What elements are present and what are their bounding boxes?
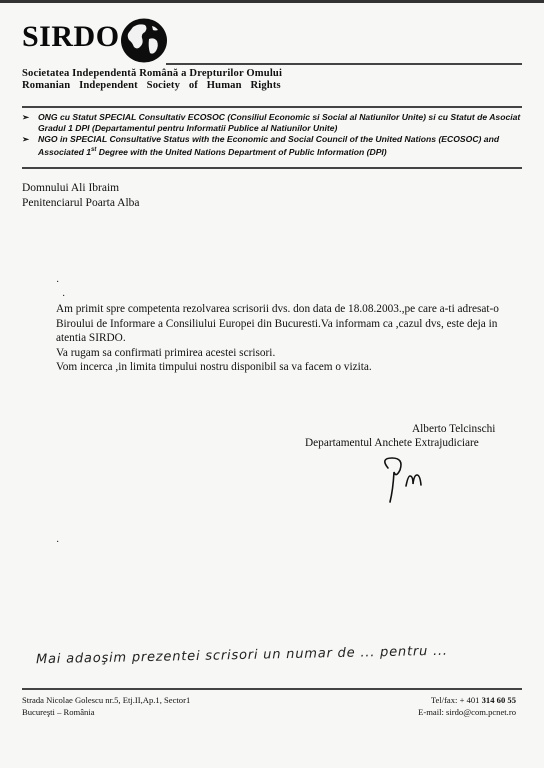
divider-status — [22, 167, 522, 169]
status-text-en-b: Degree with the United Nations Department of Public Information (DPI) — [96, 146, 387, 157]
arrow-bullet-icon: ➢ — [22, 134, 30, 144]
footer-phone-label: Tel/fax: + 401 — [430, 695, 480, 705]
recipient-address: Penitenciarul Poarta Alba — [22, 196, 140, 209]
footer-address-line2: Bucureşti – România — [22, 706, 95, 717]
signatory-name: Alberto Telcinschi — [412, 423, 496, 435]
recipient-block — [22, 181, 140, 210]
speck-mark: · — [56, 537, 60, 548]
footer-phone — [418, 695, 516, 707]
top-edge-line — [0, 0, 544, 3]
handwritten-note: Mai adaoşim prezentei scrisori un numar de ... pentru ... — [35, 643, 448, 668]
divider-top — [22, 106, 522, 108]
recipient-name: Domnului Ali Ibraim — [22, 182, 120, 194]
status-text-en-a: NGO in SPECIAL Consultative Status with the Economic and Social Council of the United Nations (ECOSOC) and Associated 1 — [38, 134, 500, 157]
letter-paragraph: Am primit spre competenta rezolvarea scrisorii dvs. don data de 18.08.2003.,pe care a-ti adresat-o Biroului de Informare a Consiliului Europei din Bucuresti.Va informam ca ,cazul dvs, este deja in atentia SIRDO. — [56, 303, 499, 344]
letter-line-visit: Vom incerca ,in limita timpului nostru disponibil sa va facem o vizita. — [56, 361, 372, 373]
org-name-en: Romanian Independent Society of Human Rights — [22, 80, 281, 91]
handwritten-signature — [372, 450, 436, 506]
globe-logo-icon — [119, 17, 169, 64]
footer-email: E-mail: sirdo@com.pcnet.ro — [418, 706, 516, 717]
status-block — [22, 112, 522, 158]
divider-footer — [22, 688, 522, 690]
letter-body — [56, 302, 526, 375]
org-name-ro: Societatea Independentă Română a Drepturilor Omului — [22, 68, 283, 79]
header-rule — [166, 63, 522, 65]
speck-mark: · — [56, 277, 60, 288]
speck-mark: · — [62, 291, 66, 302]
footer-contact — [418, 695, 516, 718]
footer-address — [22, 695, 190, 718]
status-item-ro — [22, 112, 522, 134]
footer-phone-number: 314 60 55 — [481, 695, 516, 705]
status-text-en-sup: st — [91, 147, 97, 153]
status-text-ro: ONG cu Statut SPECIAL Consultativ ECOSOC (Consiliul Economic si Social al Natiunilor Unite) si cu Statut de Asociat Gradul 1 DPI (Departamentul pentru Informatii Publice al Natiunilor Unite) — [38, 112, 521, 133]
arrow-bullet-icon: ➢ — [22, 112, 30, 122]
status-item-en — [22, 134, 522, 158]
footer-address-line1: Strada Nicolae Golescu nr.5, Etj.II,Ap.1, Sector1 — [22, 695, 191, 705]
letter-line-confirm: Va rugam sa confirmati primirea acestei scrisori. — [56, 346, 276, 359]
logo-text: SIRDO — [22, 20, 120, 53]
signatory-department: Departamentul Anchete Extrajudiciare — [305, 437, 479, 449]
